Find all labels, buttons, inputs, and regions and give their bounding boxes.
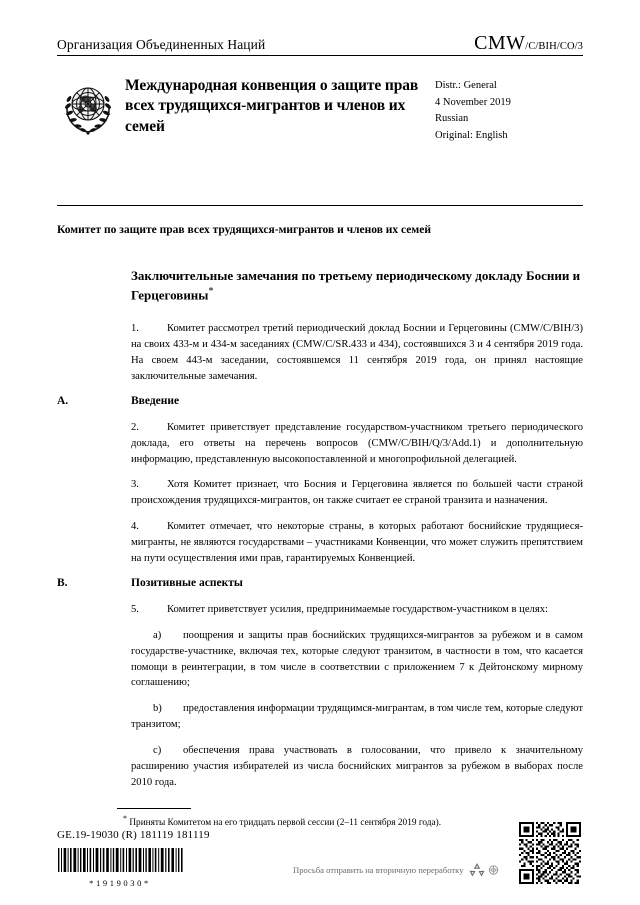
subparagraph-text: обеспечения права участвовать в голосовании, что привело к значительному расширению участия избирателей из числа боснийских мигрантов за рубежом в выборах после 2010 года.	[131, 745, 583, 788]
paragraph-number: 4.	[131, 521, 139, 533]
title-band	[57, 76, 583, 144]
title-divider	[57, 205, 583, 206]
paragraph-text: Комитет отмечает, что некоторые страны, в которых работают боснийские трудящиеся-мигранты, не являются государствами – участниками Конвенции, что может служить препятствием на пути осуществления ими прав, гарантируемых Конвенцией.	[131, 521, 583, 565]
document-symbol-main: CMW	[474, 32, 526, 54]
paragraph-number: 2.	[131, 421, 139, 433]
subparagraph-letter: a)	[153, 629, 162, 641]
distr-date: 4 November 2019	[435, 96, 511, 108]
document-symbol-suffix: /C/BIH/CO/3	[525, 41, 583, 52]
document-number: GE.19-19030 (R) 181119 181119	[57, 829, 210, 841]
paragraph-number: 5.	[131, 603, 139, 615]
distr-original: Original: English	[435, 129, 508, 141]
document-symbol	[474, 33, 583, 53]
paragraph-4	[131, 519, 583, 567]
committee-name: Комитет по защите прав всех трудящихся-мигрантов и членов их семей	[57, 224, 431, 236]
distribution-info	[425, 76, 583, 144]
subparagraph-text: поощрения и защиты прав боснийских трудящихся-мигрантов за рубежом и в самом государстве-участнике, включая тех, которые следуют транзитом, в частности в том, что касается помощи в реинтеграции, в том числе в соответствии с приложением 7 к Дейтонскому мирному соглашению;	[131, 629, 583, 689]
subparagraph-letter: b)	[153, 703, 162, 715]
section-title: Позитивные аспекты	[131, 576, 243, 589]
subparagraph-b	[131, 701, 583, 733]
paragraph-2	[131, 420, 583, 468]
convention-title: Международная конвенция о защите прав всех трудящихся-мигрантов и членов их семей	[125, 77, 419, 135]
paragraph-text: Комитет приветствует представление государством-участником третьего периодического доклада, его ответы на перечень вопросов (CMW/C/BIH/Q/3/Add.1) и дополнительную информацию, представленную высокопоставленной и многопрофильной делегацией.	[131, 421, 583, 465]
subparagraph-letter: c)	[153, 745, 162, 757]
footnote-divider	[117, 808, 191, 809]
section-title: Введение	[131, 394, 180, 407]
paragraph-text: Комитет рассмотрел третий периодический доклад Боснии и Герцеговины (CMW/C/BIH/3) на своих 433-м и 434-м заседаниях (CMW/C/SR.433 и 434), состоявшихся 3 и 4 сентября 2019 года. На своем 443-м заседании, состоявшемся 11 сентября 2019 года, он принял настоящие заключительные замечания.	[131, 323, 583, 382]
document-body	[57, 267, 583, 801]
paragraph-number: 3.	[131, 479, 139, 491]
subparagraph-a	[131, 628, 583, 692]
paragraph-5	[131, 602, 583, 618]
footnote-marker: *	[123, 814, 127, 823]
un-emblem-small-icon	[487, 864, 500, 877]
footnote-area	[57, 808, 583, 830]
recycle-icon	[469, 862, 485, 878]
barcode-bars	[57, 848, 183, 872]
recycle-notice	[293, 862, 500, 878]
paragraph-text: Хотя Комитет признает, что Босния и Герцеговина является по большей части страной происхождения трудящихся-мигрантов, он также считает ее страной транзита и назначения.	[131, 479, 583, 507]
page-title-footnote-marker: *	[208, 286, 214, 298]
qr-code-icon	[519, 822, 581, 884]
masthead	[57, 33, 583, 56]
barcode-text: *1919030*	[89, 878, 151, 888]
paragraph-text: Комитет приветствует усилия, предпринимаемые государством-участником в целях:	[167, 603, 548, 615]
organization-name: Организация Объединенных Наций	[57, 37, 266, 52]
subparagraph-text: предоставления информации трудящимся-мигрантам, в том числе тем, которые следуют транзитом;	[131, 703, 583, 731]
footnote	[57, 813, 583, 830]
footnote-text: Приняты Комитетом на его тридцать первой сессии (2–11 сентября 2019 года).	[129, 818, 442, 829]
barcode	[57, 848, 183, 888]
section-heading-b	[57, 577, 509, 589]
page-title-text: Заключительные замечания по третьему периодическому докладу Боснии и Герцеговины	[131, 268, 581, 303]
subparagraph-c	[131, 743, 583, 791]
masthead-divider	[57, 55, 583, 56]
section-letter: B.	[57, 576, 68, 589]
paragraph-3	[131, 477, 583, 509]
distr-language: Russian	[435, 113, 469, 125]
un-emblem-icon	[57, 80, 119, 138]
recycle-text: Просьба отправить на вторичную переработку	[293, 865, 464, 875]
section-letter: A.	[57, 394, 69, 407]
page-title	[131, 267, 583, 305]
distr-line: Distr.: General	[435, 80, 497, 91]
paragraph-1	[131, 321, 583, 385]
section-heading-a	[57, 395, 509, 407]
paragraph-number: 1.	[131, 323, 139, 335]
masthead-top-row	[57, 33, 583, 55]
